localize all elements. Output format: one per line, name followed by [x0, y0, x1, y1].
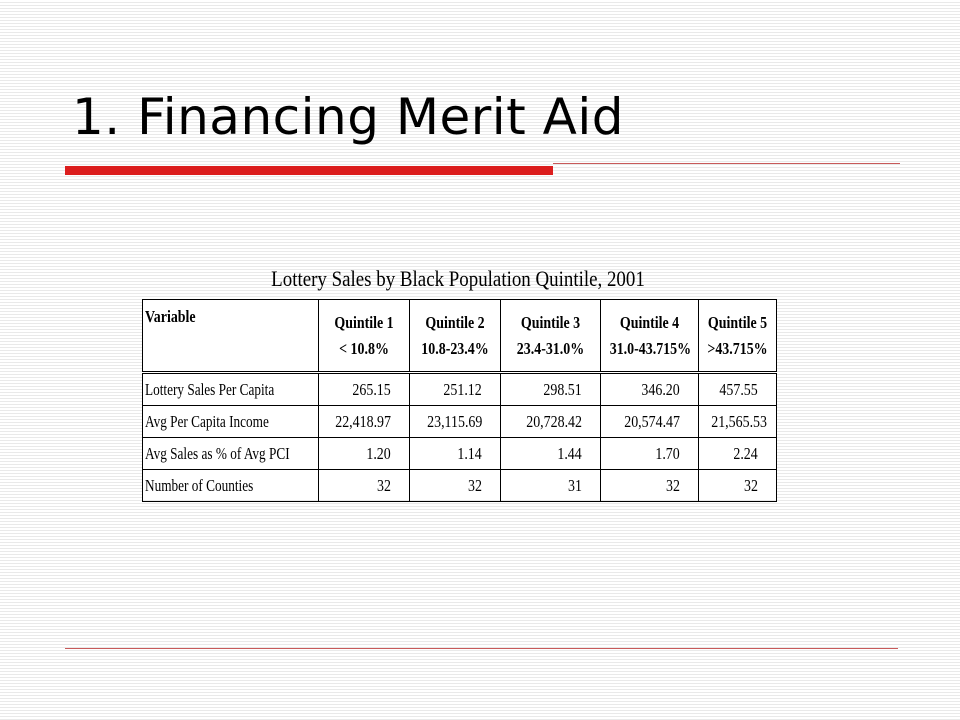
table-cell: 31: [501, 470, 601, 502]
table-cell: 32: [410, 470, 501, 502]
row-label: Lottery Sales Per Capita: [143, 373, 319, 406]
table-row: [143, 373, 777, 406]
table-cell: 32: [319, 470, 410, 502]
table-cell: 20,574.47: [601, 406, 699, 438]
quintile-1-header: Quintile 1 < 10.8%: [319, 300, 410, 373]
table-cell: 2.24: [699, 438, 777, 470]
table-row: [143, 438, 777, 470]
table-cell: 1.20: [319, 438, 410, 470]
table-cell: 265.15: [319, 373, 410, 406]
table-cell: 32: [699, 470, 777, 502]
variable-header: Variable: [143, 300, 319, 373]
quintile-5-header: Quintile 5 >43.715%: [699, 300, 777, 373]
table-cell: 457.55: [699, 373, 777, 406]
table-header-row: [143, 300, 777, 373]
row-label: Avg Per Capita Income: [143, 406, 319, 438]
table-row: [143, 470, 777, 502]
table-cell: 1.44: [501, 438, 601, 470]
table-caption: Lottery Sales by Black Population Quintile, 2001: [271, 266, 645, 291]
table-cell: 1.14: [410, 438, 501, 470]
table-cell: 32: [601, 470, 699, 502]
table-row: [143, 406, 777, 438]
title-accent-bar: [65, 166, 553, 175]
footer-rule: [65, 648, 898, 649]
table-cell: 298.51: [501, 373, 601, 406]
row-label: Number of Counties: [143, 470, 319, 502]
table-cell: 346.20: [601, 373, 699, 406]
quintile-3-header: Quintile 3 23.4-31.0%: [501, 300, 601, 373]
title-rule: [553, 163, 900, 164]
quintile-2-header: Quintile 2 10.8-23.4%: [410, 300, 501, 373]
table-cell: 22,418.97: [319, 406, 410, 438]
lottery-sales-table: [142, 299, 776, 498]
row-label: Avg Sales as % of Avg PCI: [143, 438, 319, 470]
table-cell: 20,728.42: [501, 406, 601, 438]
table-cell: 251.12: [410, 373, 501, 406]
table-cell: 23,115.69: [410, 406, 501, 438]
slide-title: 1. Financing Merit Aid: [72, 88, 625, 146]
table-cell: 21,565.53: [699, 406, 777, 438]
quintile-4-header: Quintile 4 31.0-43.715%: [601, 300, 699, 373]
table-cell: 1.70: [601, 438, 699, 470]
